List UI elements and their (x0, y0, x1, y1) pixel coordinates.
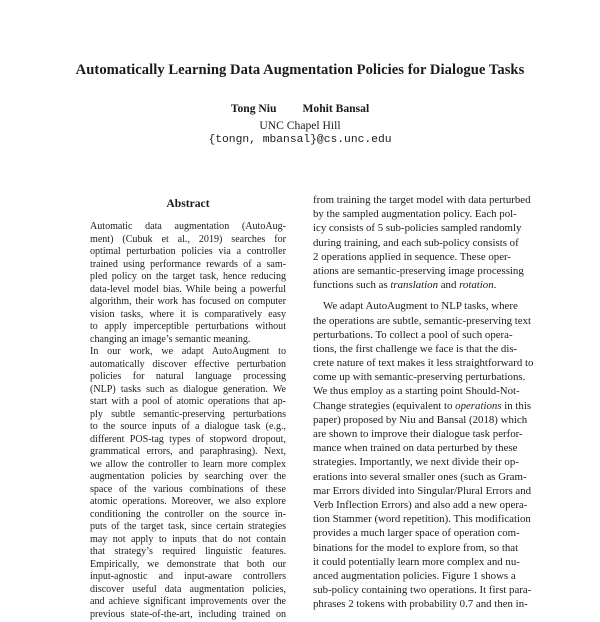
abstract-line: (NLP) tasks such as dialogue generation. We (90, 383, 286, 395)
abstract-line: to the source inputs of a dialogue task (e.g., (90, 421, 286, 433)
abstract-line: previous state-of-the-art, including trained on (90, 608, 286, 620)
abstract-line: atomic operations. Moreover, we also explore (90, 496, 286, 508)
body-line: the operations are subtle, semantic-preserving text (313, 314, 532, 327)
paragraph-2-continued (313, 413, 532, 612)
abstract-line: Automatic data augmentation (AutoAug- (90, 221, 286, 232)
abstract-line: to apply imperceptible perturbations without (90, 321, 286, 333)
body-line: mar Errors divided into Singular/Plural Errors and (313, 484, 532, 497)
author-2: Mohit Bansal (302, 102, 370, 115)
abstract-line: and achieve significant improvements over the (90, 596, 286, 608)
body-line: strategies. Importantly, we next divide their op- (313, 456, 519, 469)
abstract-line: automatically discover effective perturbation (90, 358, 286, 370)
body-line: mance when trained on data perturbed by these (313, 442, 518, 455)
body-line: by the sampled augmentation policy. Each pol- (313, 208, 517, 221)
abstract-heading: Abstract (166, 197, 210, 210)
body-line: Verb Inflection Errors) and also add a new opera- (313, 498, 528, 511)
abstract-line: that strategy’s required linguistic features. (90, 546, 286, 558)
body-line: We thus employ as a starting point Should-Not- (313, 385, 520, 398)
body-line: from training the target model with data perturbed (313, 194, 531, 206)
body-line: erations into several smaller ones (such as Gram- (313, 470, 527, 483)
body-line: perturbations. To collect a pool of such opera- (313, 328, 513, 341)
abstract-line: data-level model bias. While being a powerful (90, 283, 286, 295)
paragraph-2 (313, 299, 534, 398)
body-line: are shown to improve their dialogue task perfor- (313, 428, 523, 440)
body-line: functions such as translation and rotation. (313, 279, 497, 292)
abstract-line: puts of the target task, since certain strategies (90, 521, 286, 533)
abstract-line: In our work, we adapt AutoAugment to (90, 346, 286, 358)
abstract-line: trained using performance rewards of a sam- (90, 258, 286, 270)
body-line: binations for the model to explore from, so that (313, 541, 519, 554)
abstract-line: we allow the controller to learn more complex (90, 458, 286, 470)
body-line: sub-policy containing two operations. It first para- (313, 584, 532, 597)
body-line: ations are semantic-preserving image processing (313, 264, 524, 277)
body-line: tion Stammer (word repetition). This modification (313, 513, 531, 526)
body-line: We adapt AutoAugment to NLP tasks, where (323, 300, 518, 313)
author-email: {tongn, mbansal}@cs.unc.edu (208, 134, 392, 146)
abstract-line: grammatical errors, and paraphrasing). Next, (90, 446, 286, 458)
abstract-line: start with a pool of atomic operations that ap- (90, 396, 286, 408)
author-1: Tong Niu (230, 102, 277, 115)
abstract-line: ply subtle semantic-preserving perturbations (90, 408, 286, 420)
intro-body-column (313, 193, 534, 611)
paragraph-1 (313, 193, 531, 278)
paper-title: Automatically Learning Data Augmentation Policies for Dialogue Tasks (75, 62, 525, 78)
abstract-line: different POS-tag types of stopword dropout, (90, 433, 286, 445)
abstract-body (90, 221, 286, 622)
body-line: Change strategies (equivalent to operations in this (313, 399, 532, 412)
body-line: it could potentially learn more complex and nu- (313, 555, 520, 568)
abstract-line: input-agnostic and input-aware controllers (90, 571, 286, 583)
abstract-line: changing an image’s semantic meaning. (90, 333, 251, 345)
body-line: 2 operations applied in sequence. These oper- (313, 250, 512, 263)
body-line: tions, the first challenge we face is that the dis- (313, 342, 518, 355)
abstract-line: ment) (Cubuk et al., 2019) searches for (90, 233, 286, 245)
body-line: paper) proposed by Niu and Bansal (2018) which (313, 413, 528, 426)
abstract-line: vision tasks, where it is comparatively easy (90, 308, 286, 320)
abstract-line: Empirically, we demonstrate that both our (90, 558, 286, 570)
abstract-line: may not apply to inputs that do not contain (90, 533, 286, 545)
abstract-line: conditioning the controller on the source in- (90, 508, 286, 520)
abstract-line: optimal perturbation policies via a controller (90, 246, 286, 258)
body-line: icy consists of 5 sub-policies sampled randomly (313, 222, 522, 235)
abstract-line: policies for natural language processing (90, 371, 286, 383)
abstract-line: algorithm, their work has focused on computer (90, 296, 286, 308)
abstract-line: space of the various combinations of these (90, 483, 286, 495)
abstract-line: discover useful data augmentation policies, (90, 583, 286, 595)
affiliation: UNC Chapel Hill (259, 119, 341, 132)
body-line: anced augmentation policies. Figure 1 shows a (313, 569, 516, 582)
body-line: crete nature of text makes it less straightforward to (313, 357, 534, 370)
body-line: come up with semantic-preserving perturbations. (313, 371, 526, 384)
abstract-line: pled policy on the target task, hence reducing (90, 271, 286, 283)
body-line: provides a much larger space of operation com- (313, 527, 520, 540)
author-names (0, 102, 600, 115)
body-line: during training, and each sub-policy consists of (313, 236, 519, 249)
body-line: phrases 2 tokens with probability 0.7 and then in- (313, 598, 528, 611)
abstract-line: augmentation policies by searching over the (90, 471, 286, 483)
